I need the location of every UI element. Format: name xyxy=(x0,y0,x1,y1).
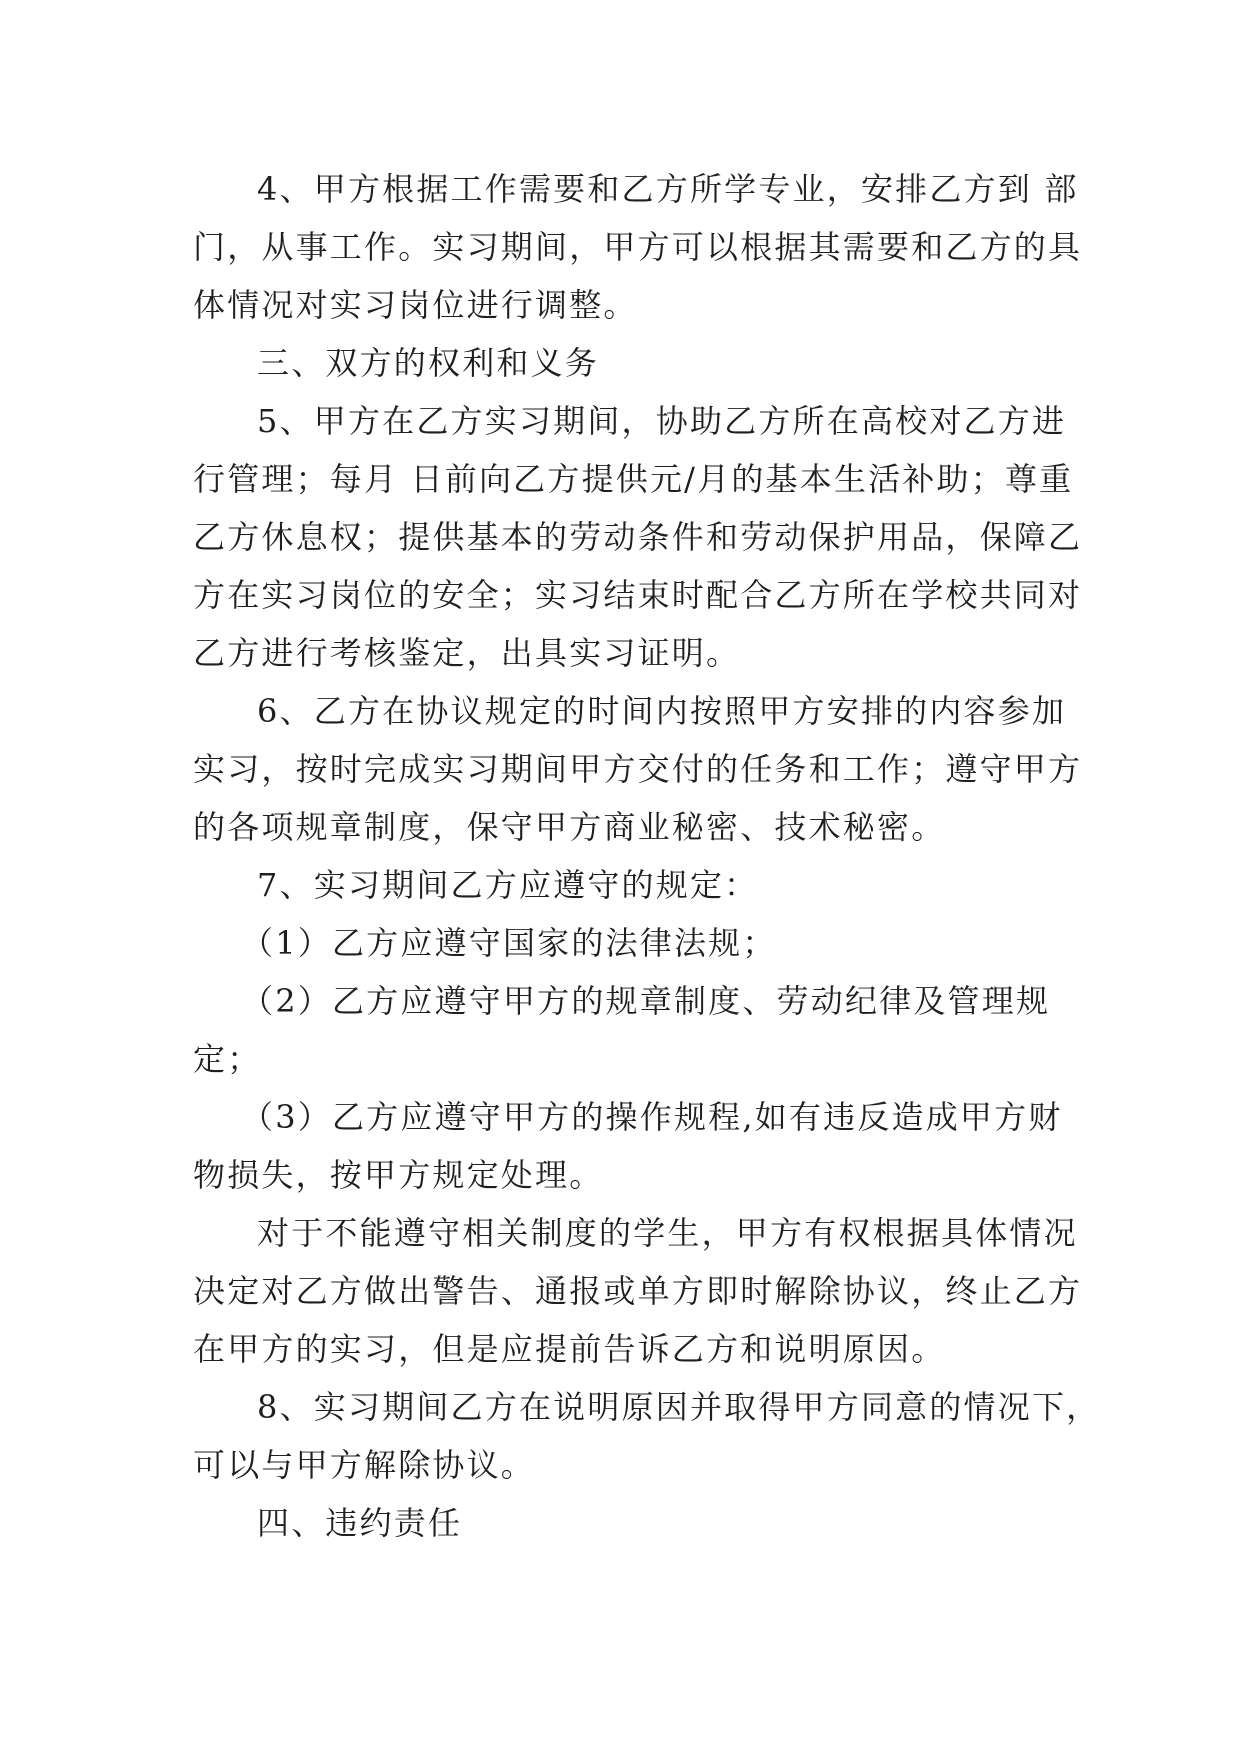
text-line: 可以与甲方解除协议。 xyxy=(193,1446,536,1484)
clause-4 xyxy=(193,160,1083,334)
text-line: （1）乙方应遵守国家的法律法规； xyxy=(241,924,777,962)
text-line: 4、甲方根据工作需要和乙方所学专业，安排乙方到 部 xyxy=(257,170,1079,208)
text-line: 行管理；每月 日前向乙方提供元/月的基本生活补助；尊重 xyxy=(193,460,1074,498)
text-line: 决定对乙方做出警告、通报或单方即时解除协议，终止乙方 xyxy=(193,1272,1083,1310)
clause-7 xyxy=(193,856,1047,914)
clause-7-item-2 xyxy=(193,972,1051,1088)
text-line: 体情况对实习岗位进行调整。 xyxy=(193,286,638,324)
text-line: 在甲方的实习，但是应提前告诉乙方和说明原因。 xyxy=(193,1330,946,1368)
clause-8 xyxy=(193,1378,1101,1494)
violation-paragraph xyxy=(193,1204,1083,1378)
text-line: 的各项规章制度，保守甲方商业秘密、技术秘密。 xyxy=(193,808,946,846)
text-line: 门，从事工作。实习期间，甲方可以根据其需要和乙方的具 xyxy=(193,228,1083,266)
text-line: （2）乙方应遵守甲方的规章制度、劳动纪律及管理规 xyxy=(241,982,1051,1020)
text-line: 8、实习期间乙方在说明原因并取得甲方同意的情况下， xyxy=(257,1388,1101,1426)
section-heading-3 xyxy=(193,334,1047,392)
text-line: 乙方休息权；提供基本的劳动条件和劳动保护用品，保障乙 xyxy=(193,518,1083,556)
clause-5 xyxy=(193,392,1083,682)
section-heading: 三、双方的权利和义务 xyxy=(257,344,600,382)
clause-7-item-3 xyxy=(193,1088,1063,1204)
section-heading-4 xyxy=(193,1494,1047,1552)
text-line: 5、甲方在乙方实习期间，协助乙方所在高校对乙方进 xyxy=(257,402,1067,440)
text-line: （3）乙方应遵守甲方的操作规程,如有违反造成甲方财 xyxy=(241,1098,1063,1136)
clause-7-item-1 xyxy=(193,914,1047,972)
text-line: 乙方进行考核鉴定，出具实习证明。 xyxy=(193,634,741,672)
text-line: 定； xyxy=(193,1040,262,1078)
clause-6 xyxy=(193,682,1083,856)
text-line: 对于不能遵守相关制度的学生，甲方有权根据具体情况 xyxy=(257,1214,1078,1252)
text-line: 实习，按时完成实习期间甲方交付的任务和工作；遵守甲方 xyxy=(193,750,1083,788)
section-heading: 四、违约责任 xyxy=(257,1504,463,1542)
document-body xyxy=(193,160,1101,1552)
text-line: 物损失，按甲方规定处理。 xyxy=(193,1156,604,1194)
text-line: 6、乙方在协议规定的时间内按照甲方安排的内容参加 xyxy=(257,692,1067,730)
text-line: 7、实习期间乙方应遵守的规定： xyxy=(257,866,759,904)
text-line: 方在实习岗位的安全；实习结束时配合乙方所在学校共同对 xyxy=(193,576,1083,614)
